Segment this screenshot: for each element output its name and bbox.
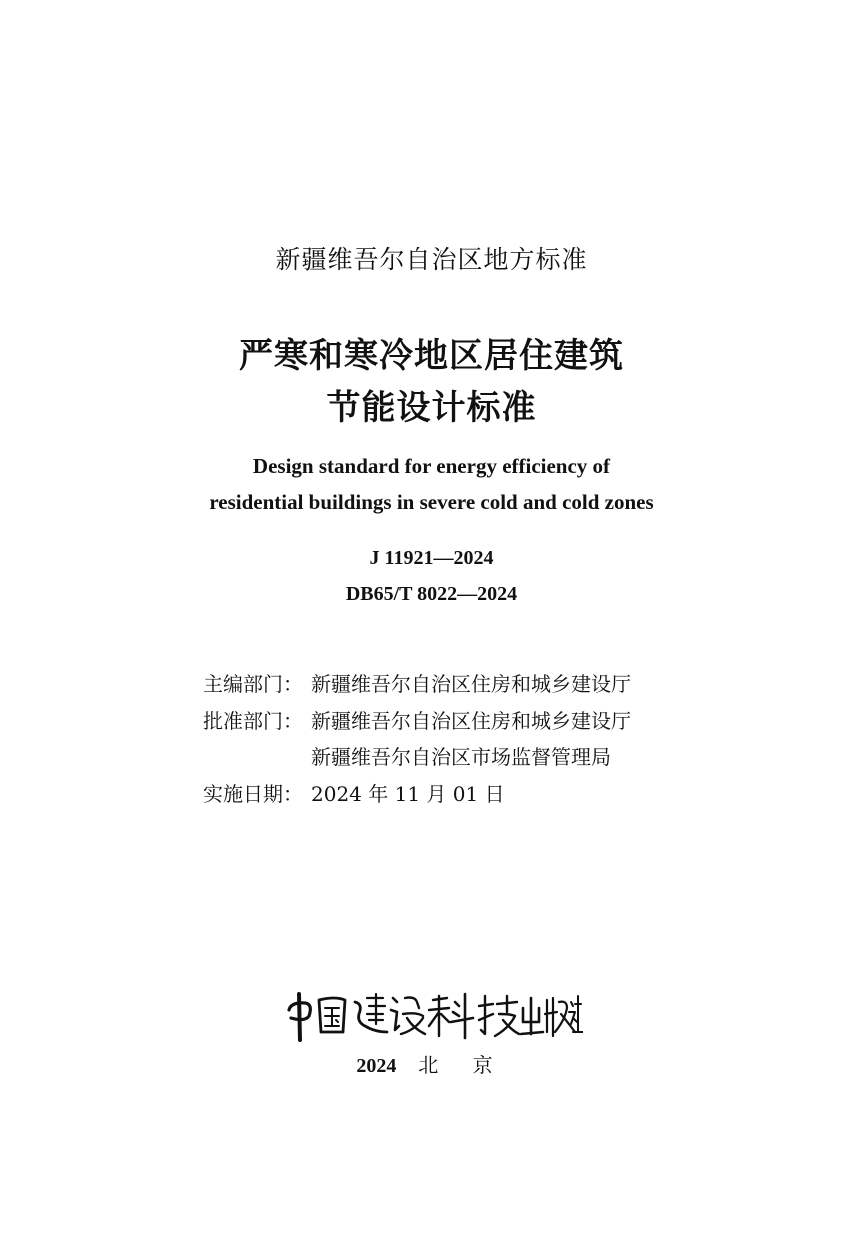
calligraphy-signature-icon [283, 988, 583, 1044]
effective-date-value: 2024 年 11 月 01 日 [311, 781, 505, 806]
footer-year: 2024 [356, 1055, 397, 1077]
chinese-title-line-1: 严寒和寒冷地区居住建筑 [239, 336, 624, 376]
footer-city: 北 京 [418, 1053, 507, 1077]
effective-date-label: 实施日期： [203, 781, 303, 806]
approval-department-value-1: 新疆维吾尔自治区住房和城乡建设厅 [311, 708, 631, 733]
chinese-title [0, 330, 863, 434]
english-title-line-2: residential buildings in severe cold and cold zones [209, 490, 654, 514]
footer-imprint [0, 1050, 863, 1081]
standard-code-db: DB65/T 8022—2024 [345, 583, 518, 605]
approval-department-label: 批准部门： [203, 708, 303, 733]
chief-department-value: 新疆维吾尔自治区住房和城乡建设厅 [311, 672, 631, 696]
approval-department-value-2: 新疆维吾尔自治区市场监督管理局 [311, 745, 611, 769]
english-title [0, 448, 863, 520]
english-title-line-1: Design standard for energy efficiency of [252, 454, 611, 478]
series-label: 新疆维吾尔自治区地方标准 [275, 245, 588, 274]
chief-department-row [203, 666, 631, 703]
publisher-calligraphy-logo [283, 988, 583, 1044]
standard-codes [0, 540, 863, 612]
approval-department-spacer [203, 739, 311, 776]
approval-department-row-2 [203, 739, 631, 776]
chief-department-label: 主编部门： [203, 672, 303, 696]
approval-department-row [203, 703, 631, 740]
metadata-block [203, 666, 631, 812]
standard-code-j: J 11921—2024 [369, 547, 494, 569]
chinese-title-line-2: 节能设计标准 [326, 388, 537, 428]
effective-date-row [203, 776, 631, 813]
